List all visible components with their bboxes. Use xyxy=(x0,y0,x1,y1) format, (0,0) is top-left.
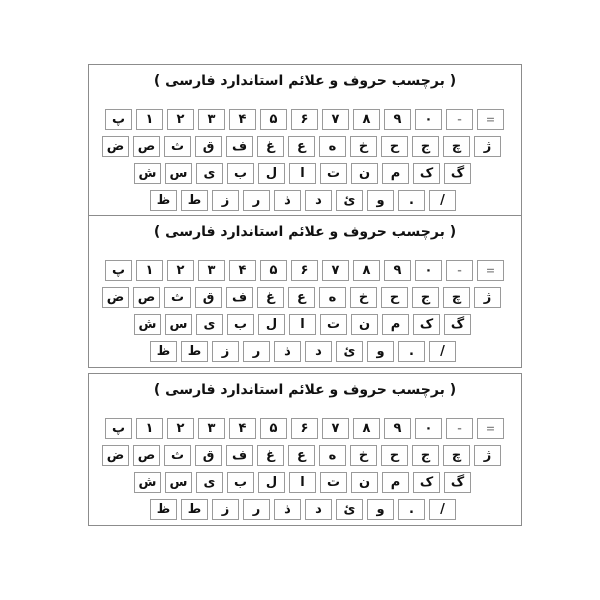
key-label: = xyxy=(477,109,504,130)
key-label: ئ xyxy=(336,190,363,211)
key-label: ۳ xyxy=(198,109,225,130)
key-label: ۹ xyxy=(384,260,411,281)
key-label: ۲ xyxy=(167,109,194,130)
key-label: ث xyxy=(164,136,191,157)
key-label: ب xyxy=(227,472,254,493)
key-label: ۹ xyxy=(384,418,411,439)
key-label: ژ xyxy=(474,287,501,308)
key-label: ج xyxy=(412,136,439,157)
key-label: / xyxy=(429,499,456,520)
key-label: ۰ xyxy=(415,418,442,439)
key-label: چ xyxy=(443,136,470,157)
key-label: ع xyxy=(288,287,315,308)
key-label: ت xyxy=(320,314,347,335)
key-label: ۱ xyxy=(136,109,163,130)
key-label: ک xyxy=(413,314,440,335)
key-label: ج xyxy=(412,287,439,308)
key-label: ه xyxy=(319,136,346,157)
key-label: م xyxy=(382,472,409,493)
key-label: ۳ xyxy=(198,418,225,439)
key-label: ن xyxy=(351,163,378,184)
key-label: ۹ xyxy=(384,109,411,130)
key-label: غ xyxy=(257,445,284,466)
key-label: ط xyxy=(181,190,208,211)
key-label: غ xyxy=(257,136,284,157)
key-label: ط xyxy=(181,499,208,520)
key-label: ث xyxy=(164,445,191,466)
key-label: ۵ xyxy=(260,260,287,281)
key-label: ث xyxy=(164,287,191,308)
key-label: ق xyxy=(195,445,222,466)
key-label: ی xyxy=(196,314,223,335)
sheet-title: ( برچسب حروف و علائم استاندارد فارسی ) xyxy=(153,224,457,240)
key-label: ۶ xyxy=(291,109,318,130)
key-label: ۴ xyxy=(229,109,256,130)
key-label: ص xyxy=(133,445,160,466)
key-label: س xyxy=(165,472,192,493)
key-label: ف xyxy=(226,445,253,466)
key-label: ی xyxy=(196,163,223,184)
key-label: ۱ xyxy=(136,260,163,281)
key-label: ل xyxy=(258,163,285,184)
key-label: ۴ xyxy=(229,418,256,439)
key-label: ۸ xyxy=(353,260,380,281)
key-label: ذ xyxy=(274,190,301,211)
key-label: ژ xyxy=(474,136,501,157)
key-label: ئ xyxy=(336,499,363,520)
key-label: ژ xyxy=(474,445,501,466)
label-sheet-1 xyxy=(88,64,522,216)
key-label: چ xyxy=(443,445,470,466)
key-label: غ xyxy=(257,287,284,308)
key-label: ۸ xyxy=(353,109,380,130)
key-label: ظ xyxy=(150,341,177,362)
key-label: - xyxy=(446,260,473,281)
key-label: ه xyxy=(319,445,346,466)
key-label: م xyxy=(382,314,409,335)
key-label: ز xyxy=(212,341,239,362)
key-label: ی xyxy=(196,472,223,493)
key-label: پ xyxy=(105,109,132,130)
key-label: ۵ xyxy=(260,109,287,130)
key-label: خ xyxy=(350,287,377,308)
key-label: ق xyxy=(195,287,222,308)
key-label: س xyxy=(165,163,192,184)
key-label: ظ xyxy=(150,499,177,520)
key-label: ر xyxy=(243,499,270,520)
key-label: = xyxy=(477,260,504,281)
key-label: . xyxy=(398,190,425,211)
key-label: ک xyxy=(413,472,440,493)
key-label: ئ xyxy=(336,341,363,362)
key-label: ل xyxy=(258,472,285,493)
key-label: چ xyxy=(443,287,470,308)
key-label: د xyxy=(305,190,332,211)
key-label: ه xyxy=(319,287,346,308)
key-label: ظ xyxy=(150,190,177,211)
key-label: ۶ xyxy=(291,260,318,281)
key-label: ق xyxy=(195,136,222,157)
key-label: ذ xyxy=(274,499,301,520)
key-label: ر xyxy=(243,190,270,211)
key-label: ۷ xyxy=(322,109,349,130)
key-label: - xyxy=(446,109,473,130)
key-label: ح xyxy=(381,445,408,466)
key-label: ع xyxy=(288,445,315,466)
label-sheet-3 xyxy=(88,373,522,526)
key-label: پ xyxy=(105,418,132,439)
key-label: و xyxy=(367,499,394,520)
key-label: ر xyxy=(243,341,270,362)
key-label: ش xyxy=(134,163,161,184)
key-label: ت xyxy=(320,163,347,184)
key-label: ۲ xyxy=(167,418,194,439)
key-label: ز xyxy=(212,190,239,211)
key-label: ط xyxy=(181,341,208,362)
key-label: و xyxy=(367,341,394,362)
key-label: ۰ xyxy=(415,109,442,130)
key-label: = xyxy=(477,418,504,439)
key-label: ۴ xyxy=(229,260,256,281)
key-label: ف xyxy=(226,136,253,157)
key-label: ا xyxy=(289,472,316,493)
key-label: خ xyxy=(350,136,377,157)
key-label: گ xyxy=(444,472,471,493)
key-label: ض xyxy=(102,445,129,466)
key-label: ش xyxy=(134,472,161,493)
key-label: ح xyxy=(381,136,408,157)
label-sheet-2 xyxy=(88,215,522,368)
key-label: ن xyxy=(351,472,378,493)
key-label: ۱ xyxy=(136,418,163,439)
key-label: گ xyxy=(444,314,471,335)
key-label: ا xyxy=(289,314,316,335)
key-label: ض xyxy=(102,287,129,308)
key-label: ح xyxy=(381,287,408,308)
key-label: ۷ xyxy=(322,418,349,439)
key-label: ۵ xyxy=(260,418,287,439)
key-label: ا xyxy=(289,163,316,184)
key-label: ت xyxy=(320,472,347,493)
key-label: ۸ xyxy=(353,418,380,439)
key-label: ۶ xyxy=(291,418,318,439)
key-label: و xyxy=(367,190,394,211)
key-label: . xyxy=(398,341,425,362)
key-label: ز xyxy=(212,499,239,520)
key-label: د xyxy=(305,499,332,520)
key-label: ش xyxy=(134,314,161,335)
key-label: ن xyxy=(351,314,378,335)
key-label: / xyxy=(429,341,456,362)
key-label: ۷ xyxy=(322,260,349,281)
key-label: . xyxy=(398,499,425,520)
key-label: ۲ xyxy=(167,260,194,281)
key-label: پ xyxy=(105,260,132,281)
key-label: ذ xyxy=(274,341,301,362)
key-label: ۰ xyxy=(415,260,442,281)
key-label: س xyxy=(165,314,192,335)
key-label: م xyxy=(382,163,409,184)
key-label: ل xyxy=(258,314,285,335)
key-label: گ xyxy=(444,163,471,184)
key-label: ض xyxy=(102,136,129,157)
key-label: ج xyxy=(412,445,439,466)
key-label: د xyxy=(305,341,332,362)
key-label: خ xyxy=(350,445,377,466)
key-label: ب xyxy=(227,163,254,184)
key-label: ص xyxy=(133,287,160,308)
key-label: / xyxy=(429,190,456,211)
key-label: ک xyxy=(413,163,440,184)
key-label: - xyxy=(446,418,473,439)
key-label: ۳ xyxy=(198,260,225,281)
key-label: ص xyxy=(133,136,160,157)
sheet-title: ( برچسب حروف و علائم استاندارد فارسی ) xyxy=(153,382,457,398)
key-label: ب xyxy=(227,314,254,335)
key-label: ف xyxy=(226,287,253,308)
sheet-title: ( برچسب حروف و علائم استاندارد فارسی ) xyxy=(153,73,457,89)
key-label: ع xyxy=(288,136,315,157)
